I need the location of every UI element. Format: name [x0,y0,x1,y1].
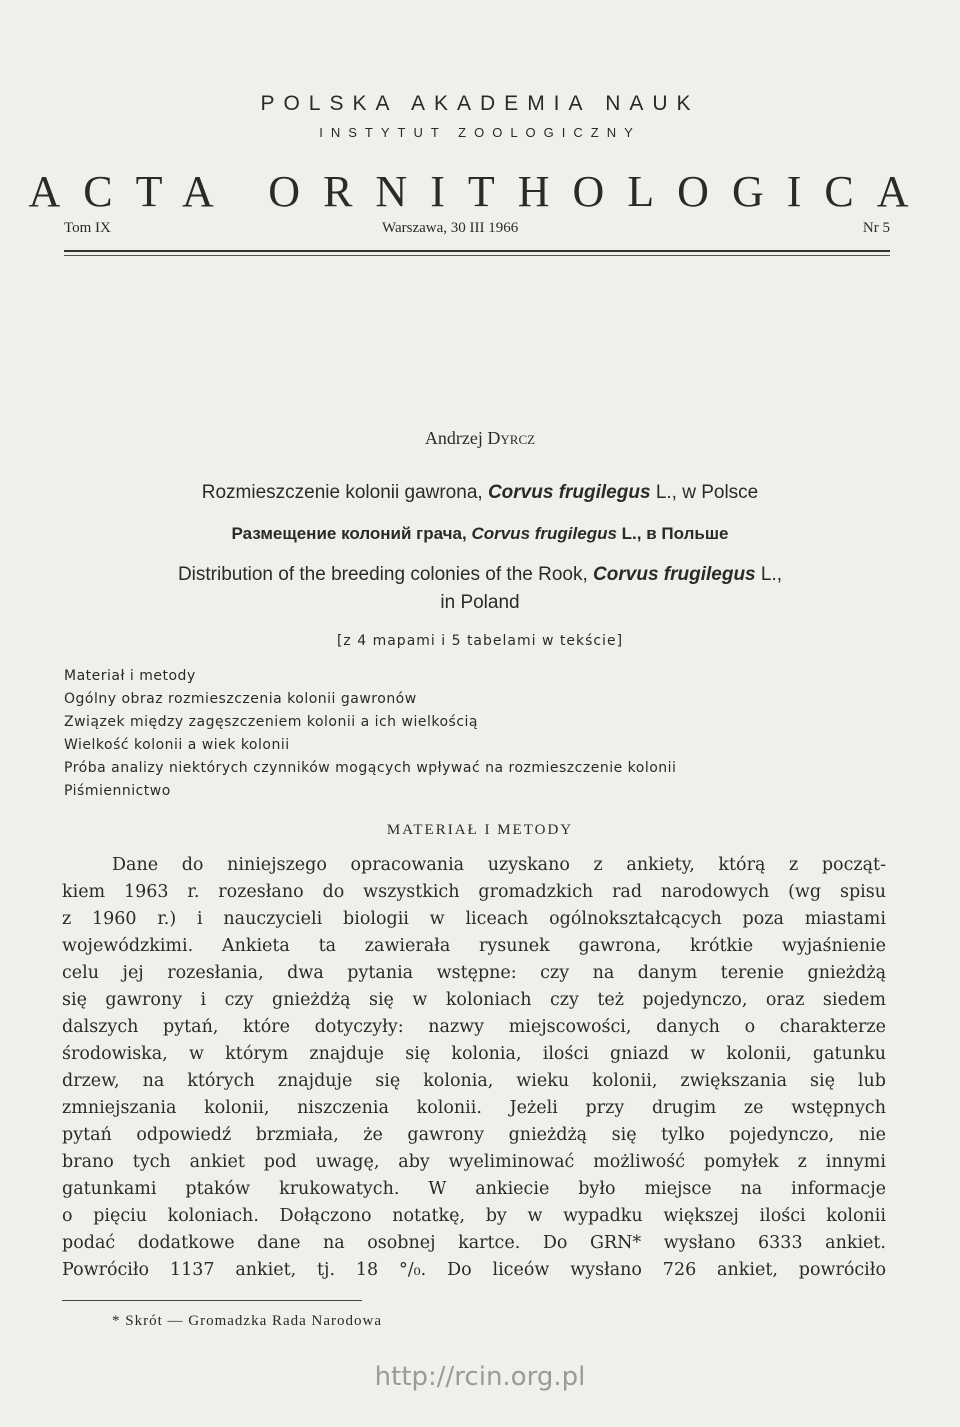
issue-number: Nr 5 [862,220,890,236]
author-last-name: Dyrcz [487,428,536,448]
volume: Tom IX [64,220,111,236]
title-english [0,564,960,586]
title-polish [0,482,960,504]
issue-date: Warszawa, 30 III 1966 [382,220,519,236]
contents-item: Materiał i metody [64,668,196,684]
footnote: * Skrót — Gromadzka Rada Narodowa [112,1313,383,1329]
title-ru-species: Corvus frugilegus [471,524,617,543]
contents-item: Ogólny obraz rozmieszczenia kolonii gawronów [64,691,417,707]
contents-item: Próba analizy niektórych czynników mogących wpływać na rozmieszczenie kolonii [64,760,677,776]
body-line: Powróciło 1137 ankiet, tj. 18 °/₀. Do liceów wysłano 726 ankiet, powróciło [62,1260,886,1280]
contents-item: Związek między zagęszczeniem kolonii a ich wielkością [64,714,478,730]
header-rule-thin [64,255,890,256]
body-line: o pięciu koloniach. Dołączono notatkę, by w wypadku większej ilości kolonii [62,1206,886,1226]
title-ru-suffix: L., в Польше [621,524,729,543]
contents-item: Wielkość kolonii a wiek kolonii [64,737,290,753]
body-line: z 1960 r.) i nauczycieli biologii w liceach ogólnokształcących poza miastami [62,909,886,929]
author-first-name: Andrzej [424,428,483,448]
source-watermark[interactable]: http://rcin.org.pl [374,1362,586,1392]
body-line: dalszych pytań, które dotyczyły: nazwy miejscowości, danych o charakterze [62,1017,886,1037]
body-line: brano tych ankiet pod uwagę, aby wyeliminować możliwość pomyłek z innymi [62,1152,886,1172]
header-rule [64,250,890,252]
body-line: drzew, na których znajduje się kolonia, wieku kolonii, zwiększania się lub [62,1071,886,1091]
body-line: Dane do niniejszego opracowania uzyskano z ankiety, którą z począt- [112,855,886,875]
title-en-species: Corvus frugilegus [593,564,756,585]
author [0,428,960,449]
title-pl-species: Corvus frugilegus [487,482,651,503]
academy-name: POLSKA AKADEMIA NAUK [260,92,700,115]
title-pl-text: Rozmieszczenie kolonii gawrona, [201,482,483,503]
footnote-rule [62,1300,362,1301]
figures-note: [z 4 mapami i 5 tabelami w tekście] [336,633,624,649]
title-russian [0,524,960,544]
institute-name: INSTYTUT ZOOLOGICZNY [319,125,641,140]
body-line: podać dodatkowe dane na osobnej kartce. Do GRN* wysłano 6333 ankiet. [62,1233,886,1253]
body-line: pytań odpowiedź brzmiała, że gawrony gnieżdżą się tylko pojedynczo, nie [62,1125,886,1145]
section-heading: MATERIAŁ I METODY [386,822,574,838]
body-line: środowiska, w którym znajduje się kolonia, ilości gniazd w kolonii, gatunku [62,1044,886,1064]
title-pl-suffix: L., w Polsce [655,482,759,503]
title-ru-text: Размещение колоний грача, [231,524,467,543]
body-line: kiem 1963 r. rozesłano do wszystkich gromadzkich rad narodowych (wg spisu [62,882,886,902]
title-en-text: Distribution of the breeding colonies of the Rook, [177,564,588,585]
title-english-line2: in Poland [440,592,520,613]
title-en-suffix: L., [760,564,783,585]
journal-title: ACTA ORNITHOLOGICA [28,167,932,216]
body-line: celu jej rozesłania, dwa pytania wstępne: czy na danym terenie gnieżdżą [62,963,886,983]
body-line: gatunkami ptaków krukowatych. W ankiecie było miejsce na informacje [62,1179,886,1199]
body-line: się gawrony i czy gnieżdżą się w koloniach czy też pojedynczo, oraz siedem [62,990,886,1010]
contents-item: Piśmiennictwo [64,783,171,799]
body-line: wojewódzkimi. Ankieta ta zawierała rysunek gawrona, krótkie wyjaśnienie [62,936,886,956]
body-line: zmniejszania kolonii, niszczenia kolonii. Jeżeli przy drugim ze wstępnych [62,1098,886,1118]
